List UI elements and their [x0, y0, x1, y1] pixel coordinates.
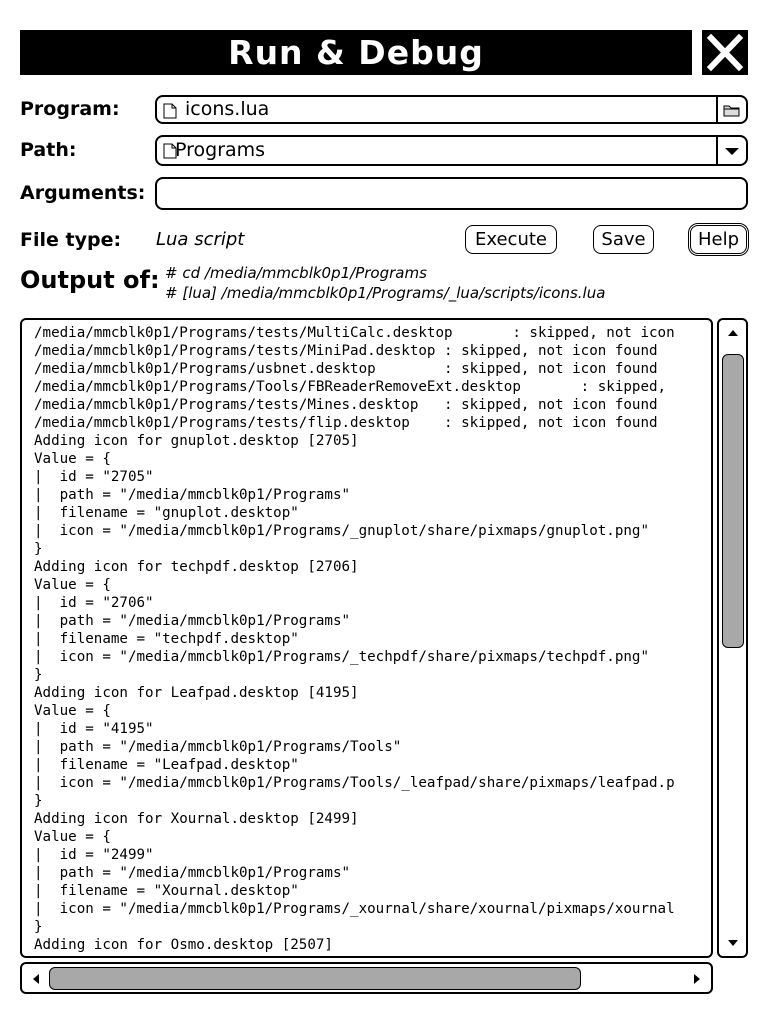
output-line: Value = {: [34, 703, 111, 719]
output-line: | id = "2499": [34, 847, 154, 863]
path-field[interactable]: [155, 135, 748, 166]
output-line: | icon = "/media/mmcblk0p1/Programs/_xournal/share/xournal/pixmaps/xournal: [34, 901, 675, 917]
output-line: Adding icon for gnuplot.desktop [2705]: [34, 433, 359, 449]
scroll-down-arrow-icon[interactable]: [726, 938, 740, 948]
save-button[interactable]: Save: [593, 225, 654, 254]
help-button[interactable]: Help: [690, 225, 747, 254]
output-line: Value = {: [34, 451, 111, 467]
output-line: /media/mmcblk0p1/Programs/tests/MultiCalc.desktop : skipped, not icon: [34, 325, 675, 341]
output-line: | id = "2705": [34, 469, 154, 485]
horizontal-scrollbar[interactable]: [20, 962, 713, 994]
output-line: Adding icon for techpdf.desktop [2706]: [34, 559, 359, 575]
scroll-up-arrow-icon[interactable]: [726, 328, 740, 338]
folder-icon: [722, 101, 742, 119]
output-line: | filename = "gnuplot.desktop": [34, 505, 299, 521]
scroll-left-arrow-icon[interactable]: [31, 973, 41, 985]
output-line: /media/mmcblk0p1/Programs/tests/flip.desktop : skipped, not icon found: [34, 415, 658, 431]
output-line: | icon = "/media/mmcblk0p1/Programs/Tools/_leafpad/share/pixmaps/leafpad.p: [34, 775, 675, 791]
output-line: /media/mmcblk0p1/Programs/usbnet.desktop : skipped, not icon found: [34, 361, 658, 377]
output-line: | icon = "/media/mmcblk0p1/Programs/_techpdf/share/pixmaps/techpdf.png": [34, 649, 649, 665]
output-command-run: # [lua] /media/mmcblk0p1/Programs/_lua/scripts/icons.lua: [165, 284, 606, 302]
output-line: | filename = "Leafpad.desktop": [34, 757, 299, 773]
document-icon: [163, 103, 177, 119]
filetype-label: File type:: [20, 229, 122, 251]
horizontal-scroll-thumb[interactable]: [49, 967, 581, 990]
arguments-input[interactable]: [155, 177, 748, 210]
output-line: | path = "/media/mmcblk0p1/Programs": [34, 613, 351, 629]
output-line: }: [34, 541, 43, 557]
output-line: Adding icon for Leafpad.desktop [4195]: [34, 685, 359, 701]
output-text-area[interactable]: [20, 318, 713, 958]
output-line: /media/mmcblk0p1/Programs/tests/MiniPad.desktop : skipped, not icon found: [34, 343, 658, 359]
vertical-scroll-thumb[interactable]: [722, 354, 744, 648]
output-line: Value = {: [34, 577, 111, 593]
path-dropdown-button[interactable]: [716, 137, 746, 164]
output-line: | filename = "techpdf.desktop": [34, 631, 299, 647]
output-line: /media/mmcblk0p1/Programs/tests/Mines.desktop : skipped, not icon found: [34, 397, 658, 413]
scroll-right-arrow-icon[interactable]: [692, 973, 702, 985]
output-line: Value = {: [34, 829, 111, 845]
output-line: | icon = "/media/mmcblk0p1/Programs/_gnuplot/share/pixmaps/gnuplot.png": [34, 523, 649, 539]
output-line: | path = "/media/mmcblk0p1/Programs": [34, 487, 351, 503]
output-line: Adding icon for Osmo.desktop [2507]: [34, 937, 333, 953]
path-value: Programs: [175, 139, 266, 161]
browse-folder-button[interactable]: [716, 97, 746, 122]
output-line: | filename = "Xournal.desktop": [34, 883, 299, 899]
window-title: Run & Debug: [20, 30, 692, 75]
output-command-cd: # cd /media/mmcblk0p1/Programs: [165, 264, 427, 282]
chevron-down-icon: [722, 141, 742, 161]
output-label: Output of:: [20, 266, 160, 294]
execute-button[interactable]: Execute: [465, 225, 557, 254]
program-value: icons.lua: [185, 98, 270, 120]
program-label: Program:: [20, 98, 120, 120]
output-line: | path = "/media/mmcblk0p1/Programs/Tools": [34, 739, 402, 755]
output-line: /media/mmcblk0p1/Programs/Tools/FBReaderRemoveExt.desktop : skipped,: [34, 379, 667, 395]
output-line: | id = "4195": [34, 721, 154, 737]
filetype-value: Lua script: [156, 229, 245, 250]
output-line: Adding icon for Xournal.desktop [2499]: [34, 811, 359, 827]
vertical-scrollbar[interactable]: [717, 318, 748, 958]
output-line: }: [34, 667, 43, 683]
output-lines: [34, 324, 675, 954]
program-field[interactable]: [155, 95, 748, 124]
output-line: | path = "/media/mmcblk0p1/Programs": [34, 865, 351, 881]
output-line: }: [34, 919, 43, 935]
path-label: Path:: [20, 139, 77, 161]
output-line: }: [34, 793, 43, 809]
close-icon: [702, 30, 748, 75]
output-line: | id = "2706": [34, 595, 154, 611]
arguments-label: Arguments:: [20, 182, 146, 204]
close-button[interactable]: [702, 30, 748, 75]
